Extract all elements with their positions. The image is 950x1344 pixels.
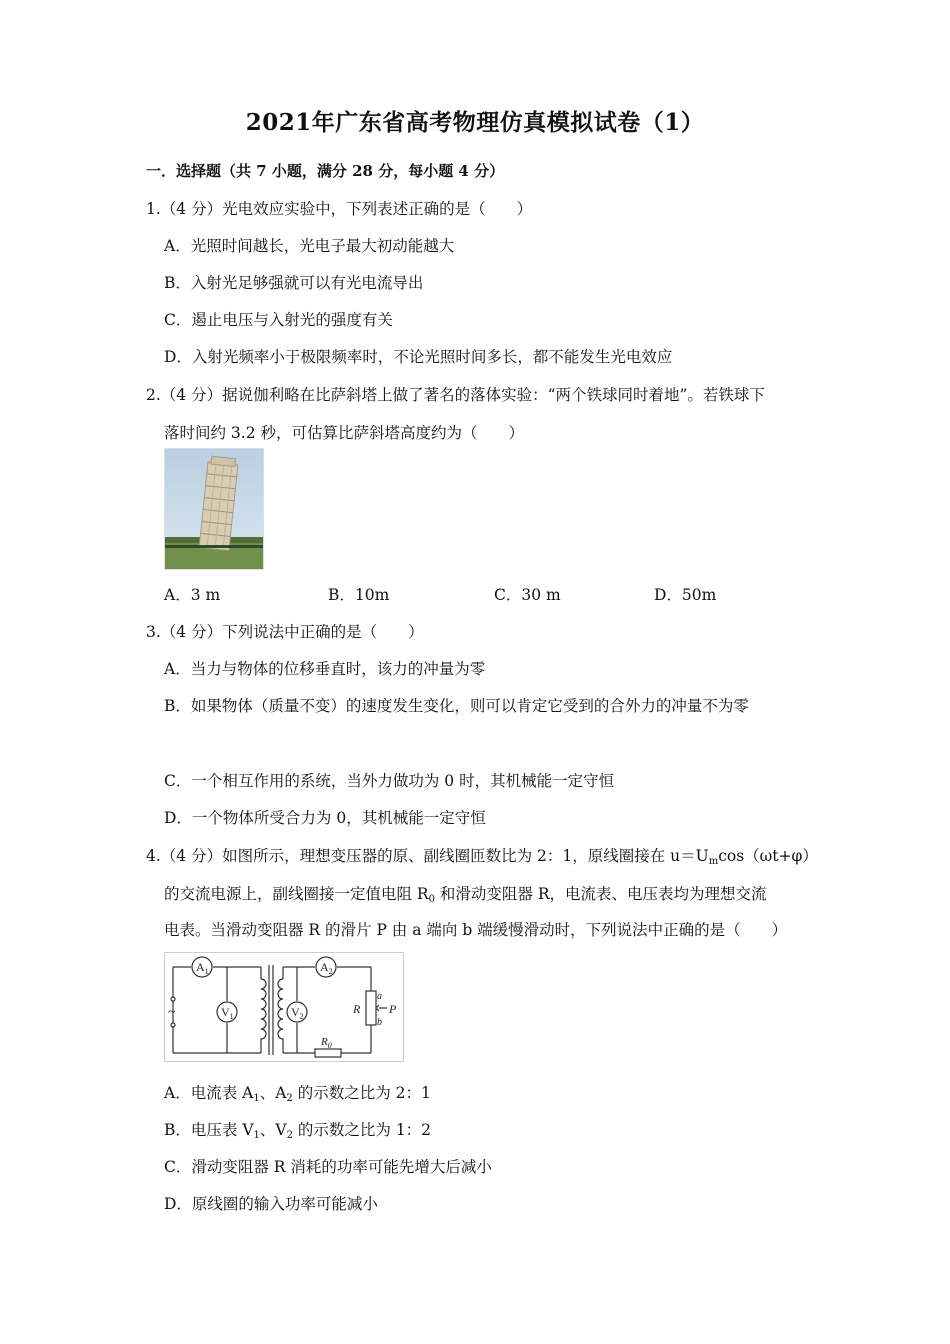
section-heading: 一．选择题（共 7 小题，满分 28 分，每小题 4 分） [146,162,505,180]
question-2-option-d[interactable]: D．50m [654,586,717,604]
question-1-option-d[interactable]: D．入射光频率小于极限频率时，不论光照时间多长，都不能发生光电效应 [164,348,673,366]
question-3-option-a[interactable]: A．当力与物体的位移垂直时，该力的冲量为零 [164,660,486,678]
a1-label: $A_1$ [196,960,209,976]
question-2-option-c[interactable]: C．30 m [494,586,561,604]
question-4-option-a[interactable]: A．电流表 $A_1$、$A_2$ 的示数之比为 2：1 [164,1084,431,1104]
question-4-option-d[interactable]: D．原线圈的输入功率可能减小 [164,1195,378,1213]
v1-label: $V_1$ [221,1005,234,1021]
ac-source-symbol: ~ [168,1005,176,1020]
question-3-option-c[interactable]: C．一个相互作用的系统，当外力做功为 0 时，其机械能一定守恒 [164,772,615,790]
question-2-option-a[interactable]: A．3 m [164,586,221,604]
question-1-stem: 1.（4 分）光电效应实验中，下列表述正确的是（ ） [146,200,533,218]
page-title: 2021年广东省高考物理仿真模拟试卷（1） [245,109,705,136]
question-4-stem-line-3: 电表。当滑动变阻器 R 的滑片 P 由 a 端向 b 端缓慢滑动时，下列说法中正确的是（ ） [164,921,788,939]
question-2-stem-line-1: 2.（4 分）据说伽利略在比萨斜塔上做了著名的落体实验：“两个铁球同时着地”。若铁球下 [146,386,765,404]
question-3-option-b[interactable]: B．如果物体（质量不变）的速度发生变化，则可以肯定它受到的合外力的冲量不为零 [164,697,749,715]
question-1-option-a[interactable]: A．光照时间越长，光电子最大初动能越大 [164,237,455,255]
question-3-stem: 3.（4 分）下列说法中正确的是（ ） [146,623,424,641]
v2-label: $V_2$ [291,1005,304,1021]
terminal-b-label: b [377,1017,382,1028]
question-1-option-c[interactable]: C．遏止电压与入射光的强度有关 [164,311,393,329]
question-2-option-b[interactable]: B．10m [328,586,390,604]
question-4-option-b[interactable]: B．电压表 $V_1$、$V_2$ 的示数之比为 1：2 [164,1121,432,1141]
resistor-r0-label: $R_0$ [321,1036,332,1050]
question-2-stem-line-2: 落时间约 3.2 秒，可估算比萨斜塔高度约为（ ） [164,424,525,442]
terminal-a-label: a [377,991,382,1002]
question-4-option-c[interactable]: C．滑动变阻器 R 消耗的功率可能先增大后减小 [164,1158,492,1176]
transformer-circuit-diagram [164,952,404,1062]
question-4-stem-line-2: 的交流电源上，副线圈接一定值电阻 $R_0$ 和滑动变阻器 R，电流表、电压表均为理想交流 [164,885,767,905]
resistor-r-label: R [353,1002,361,1016]
question-4-stem-line-1: 4.（4 分）如图所示，理想变压器的原、副线圈匝数比为 2：1，原线圈接在 $u=U_m\cos(\omega t+\varphi)$ [146,847,818,867]
slider-p-label: P [389,1002,397,1016]
question-3-option-d[interactable]: D．一个物体所受合力为 0，其机械能一定守恒 [164,809,486,827]
a2-label: $A_2$ [320,960,333,976]
question-1-option-b[interactable]: B．入射光足够强就可以有光电流导出 [164,274,424,292]
leaning-tower-photo [164,448,264,570]
